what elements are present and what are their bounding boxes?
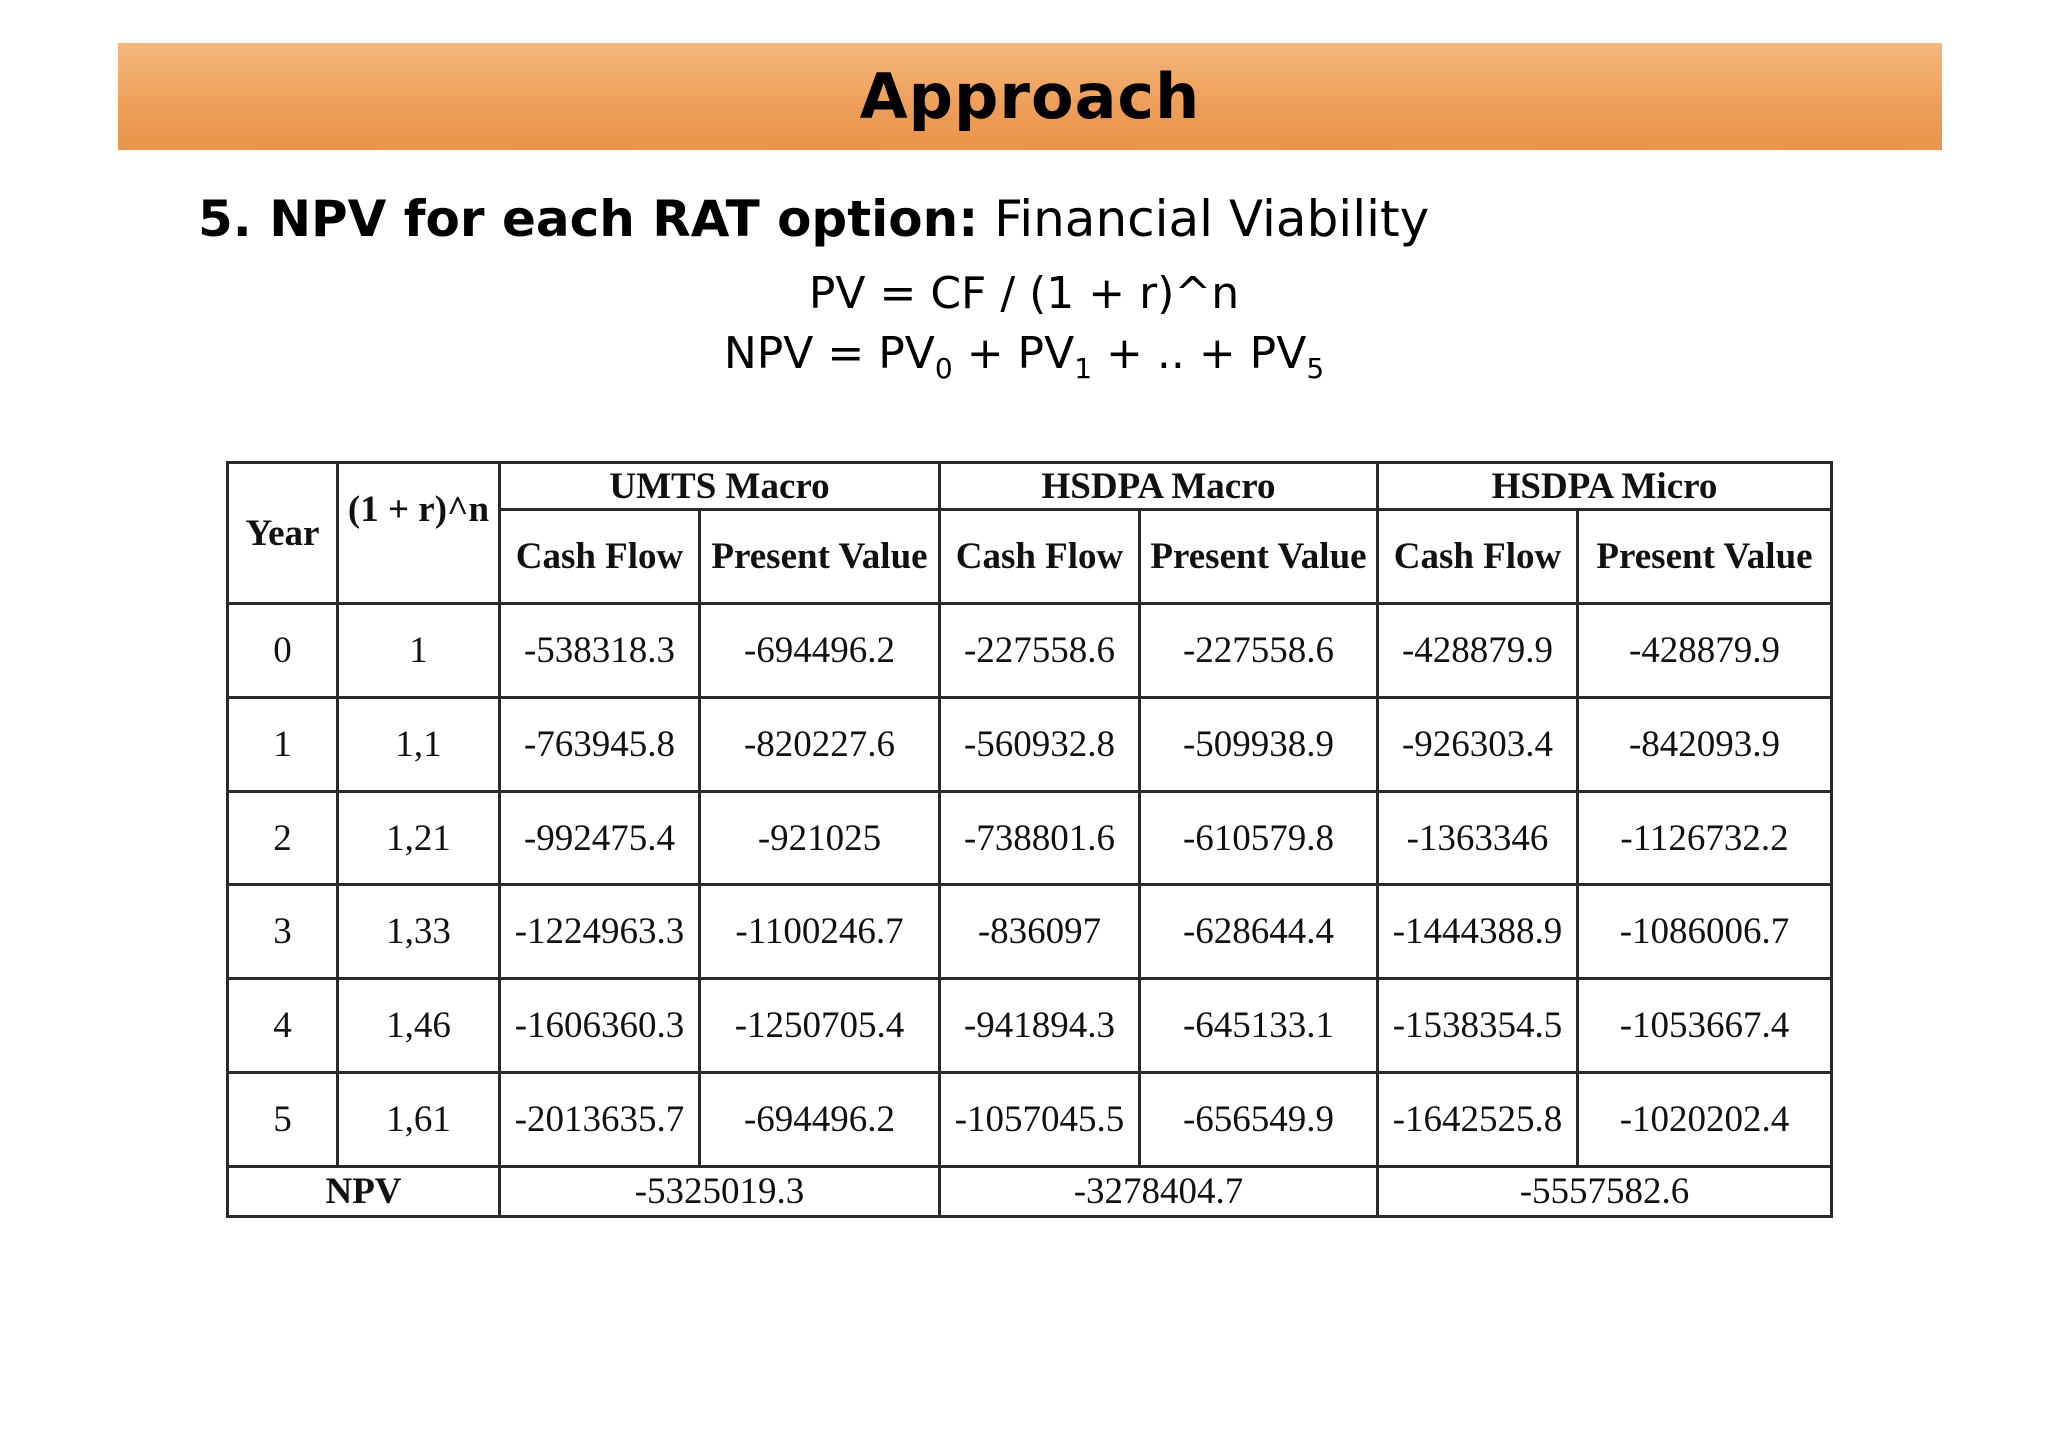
npv-formula-sub: 1: [1074, 352, 1093, 385]
table-cell: 1,21: [338, 791, 500, 885]
table-row: [228, 979, 1832, 1073]
table-row: [228, 885, 1832, 979]
table-cell: -538318.3: [500, 604, 700, 698]
title-bar: [118, 43, 1942, 150]
table-cell: -656549.9: [1140, 1073, 1378, 1167]
group-header: HSDPA Micro: [1378, 463, 1832, 510]
table-cell: -1053667.4: [1578, 979, 1832, 1073]
table-cell: 1,46: [338, 979, 500, 1073]
table-cell: -1057045.5: [940, 1073, 1140, 1167]
npv-formula-sub: 0: [934, 352, 953, 385]
npv-value: -5557582.6: [1378, 1167, 1832, 1217]
table-cell: -1538354.5: [1378, 979, 1578, 1073]
table-cell: -628644.4: [1140, 885, 1378, 979]
table-cell: 1: [228, 697, 338, 791]
table-row: [228, 697, 1832, 791]
table-cell: 3: [228, 885, 338, 979]
npv-label: NPV: [228, 1167, 500, 1217]
table-cell: -694496.2: [700, 1073, 940, 1167]
table-cell: 4: [228, 979, 338, 1073]
table-cell: 2: [228, 791, 338, 885]
npv-formula: [0, 328, 2048, 385]
table-cell: -1642525.8: [1378, 1073, 1578, 1167]
table-cell: -1100246.7: [700, 885, 940, 979]
sub-header: Present Value: [1140, 510, 1378, 604]
table-cell: -1020202.4: [1578, 1073, 1832, 1167]
table-cell: -2013635.7: [500, 1073, 700, 1167]
table-cell: -1363346: [1378, 791, 1578, 885]
table-cell: -1224963.3: [500, 885, 700, 979]
table-cell: 0: [228, 604, 338, 698]
table-cell: -820227.6: [700, 697, 940, 791]
pv-formula: PV = CF / (1 + r)^n: [808, 268, 1240, 319]
table-cell: -836097: [940, 885, 1140, 979]
table-cell: -428879.9: [1378, 604, 1578, 698]
sub-header: Cash Flow: [500, 510, 700, 604]
year-header: Year: [228, 463, 338, 604]
sub-header: Cash Flow: [940, 510, 1140, 604]
table-cell: -509938.9: [1140, 697, 1378, 791]
npv-row: [228, 1167, 1832, 1217]
table-cell: 1: [338, 604, 500, 698]
table-cell: -645133.1: [1140, 979, 1378, 1073]
table-cell: -1606360.3: [500, 979, 700, 1073]
npv-formula-sub: 5: [1306, 352, 1325, 385]
npv-table: [226, 461, 1833, 1218]
table-cell: -227558.6: [1140, 604, 1378, 698]
table-cell: 1,1: [338, 697, 500, 791]
npv-formula-part: + .. + PV: [1092, 328, 1307, 379]
sub-header: Present Value: [700, 510, 940, 604]
sub-header: Cash Flow: [1378, 510, 1578, 604]
group-header: HSDPA Macro: [940, 463, 1378, 510]
npv-formula-part: NPV = PV: [723, 328, 935, 379]
table-cell: -941894.3: [940, 979, 1140, 1073]
table-cell: -694496.2: [700, 604, 940, 698]
table-cell: -992475.4: [500, 791, 700, 885]
table-cell: -428879.9: [1578, 604, 1832, 698]
table-cell: -921025: [700, 791, 940, 885]
page-title: Approach: [859, 60, 1201, 133]
table-cell: 1,61: [338, 1073, 500, 1167]
table-cell: -227558.6: [940, 604, 1140, 698]
table-cell: -763945.8: [500, 697, 700, 791]
table-cell: 5: [228, 1073, 338, 1167]
table-row: [228, 1073, 1832, 1167]
section-heading-rest: Financial Viability: [978, 190, 1430, 248]
table-row: [228, 791, 1832, 885]
table-cell: -926303.4: [1378, 697, 1578, 791]
sub-header: Present Value: [1578, 510, 1832, 604]
table-cell: -842093.9: [1578, 697, 1832, 791]
table-row: [228, 604, 1832, 698]
table-cell: -738801.6: [940, 791, 1140, 885]
npv-formula-part: + PV: [952, 328, 1075, 379]
table-cell: -1250705.4: [700, 979, 940, 1073]
factor-header: (1 + r)^n: [338, 463, 500, 604]
npv-value: -5325019.3: [500, 1167, 940, 1217]
table-cell: -560932.8: [940, 697, 1140, 791]
table-cell: 1,33: [338, 885, 500, 979]
table-cell: -1086006.7: [1578, 885, 1832, 979]
group-header: UMTS Macro: [500, 463, 940, 510]
table-cell: -1444388.9: [1378, 885, 1578, 979]
section-heading: [198, 190, 1429, 248]
table-cell: -1126732.2: [1578, 791, 1832, 885]
table-cell: -610579.8: [1140, 791, 1378, 885]
section-heading-bold: 5. NPV for each RAT option:: [198, 190, 979, 248]
npv-value: -3278404.7: [940, 1167, 1378, 1217]
